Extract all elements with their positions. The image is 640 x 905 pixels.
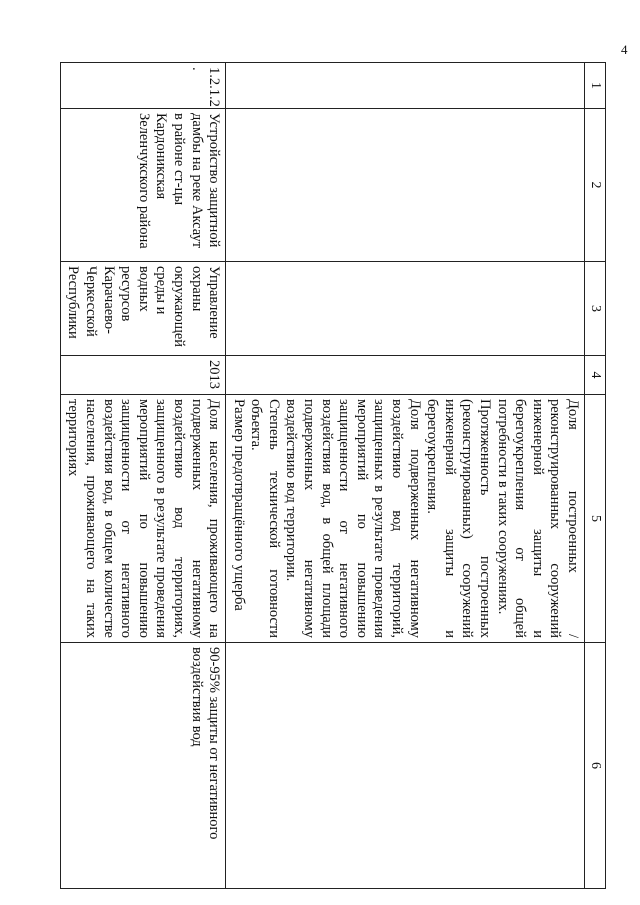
header-cell: 4 <box>585 356 606 395</box>
indicator-text: Размер предотвращённого ущерба <box>230 399 247 611</box>
header-cell: 1 <box>585 63 606 109</box>
cell-result: 90-95% защиты от негативного воздействия вод <box>60 643 225 889</box>
indicator-text: Доля подверженных негативному воздействию вод территорий, защищенных в результате проведения мероприятий по повышению защищенности от негативного воздействия вод, в общей площади подверженных негативному воздействию вод территории. <box>283 399 423 638</box>
cell-number: 1.2.1.2 . <box>60 63 225 109</box>
header-cell: 6 <box>585 643 606 889</box>
measures-table <box>60 62 606 889</box>
cell-indicators <box>226 395 585 643</box>
header-row <box>585 63 606 889</box>
rotated-table-wrapper <box>67 62 606 888</box>
cell-indicators <box>60 395 225 643</box>
indicator-text: Доля построенных / реконструированных сооружений инженерной защиты и берегоукрепления от общей потребности в таких сооружениях. <box>494 399 581 638</box>
page-number: 4 <box>621 42 628 57</box>
cell-result <box>226 643 585 889</box>
cell-year: 2013 <box>60 356 225 395</box>
indicator-text: Протяженность построенных (реконструированных) сооружений инженерной защиты и берегоукрепления. <box>424 399 494 638</box>
header-cell: 3 <box>585 262 606 356</box>
indicator-text: Степень технической готовности объекта. <box>248 399 282 638</box>
cell-executor <box>226 262 585 356</box>
header-cell: 2 <box>585 109 606 262</box>
cell-year <box>226 356 585 395</box>
cell-name: Устройство защитной дамбы на реке Аксаут в районе ст-цы Кардоникская Зеленчукского района <box>60 109 225 262</box>
cell-name <box>226 109 585 262</box>
table-row <box>60 63 225 889</box>
cell-executor: Управление охраны окружающей среды и водных ресурсов Карачаево-Черкесской Республики <box>60 262 225 356</box>
indicator-text: Доля населения, проживающего на подверженных негативному воздействию вод территориях, защищенного в результате проведения мероприятий по повышению защищенности от негативного воздействия вод, в общем количестве населения, проживающего на таких территориях <box>65 399 223 638</box>
header-cell: 5 <box>585 395 606 643</box>
table-row <box>226 63 585 889</box>
cell-number <box>226 63 585 109</box>
